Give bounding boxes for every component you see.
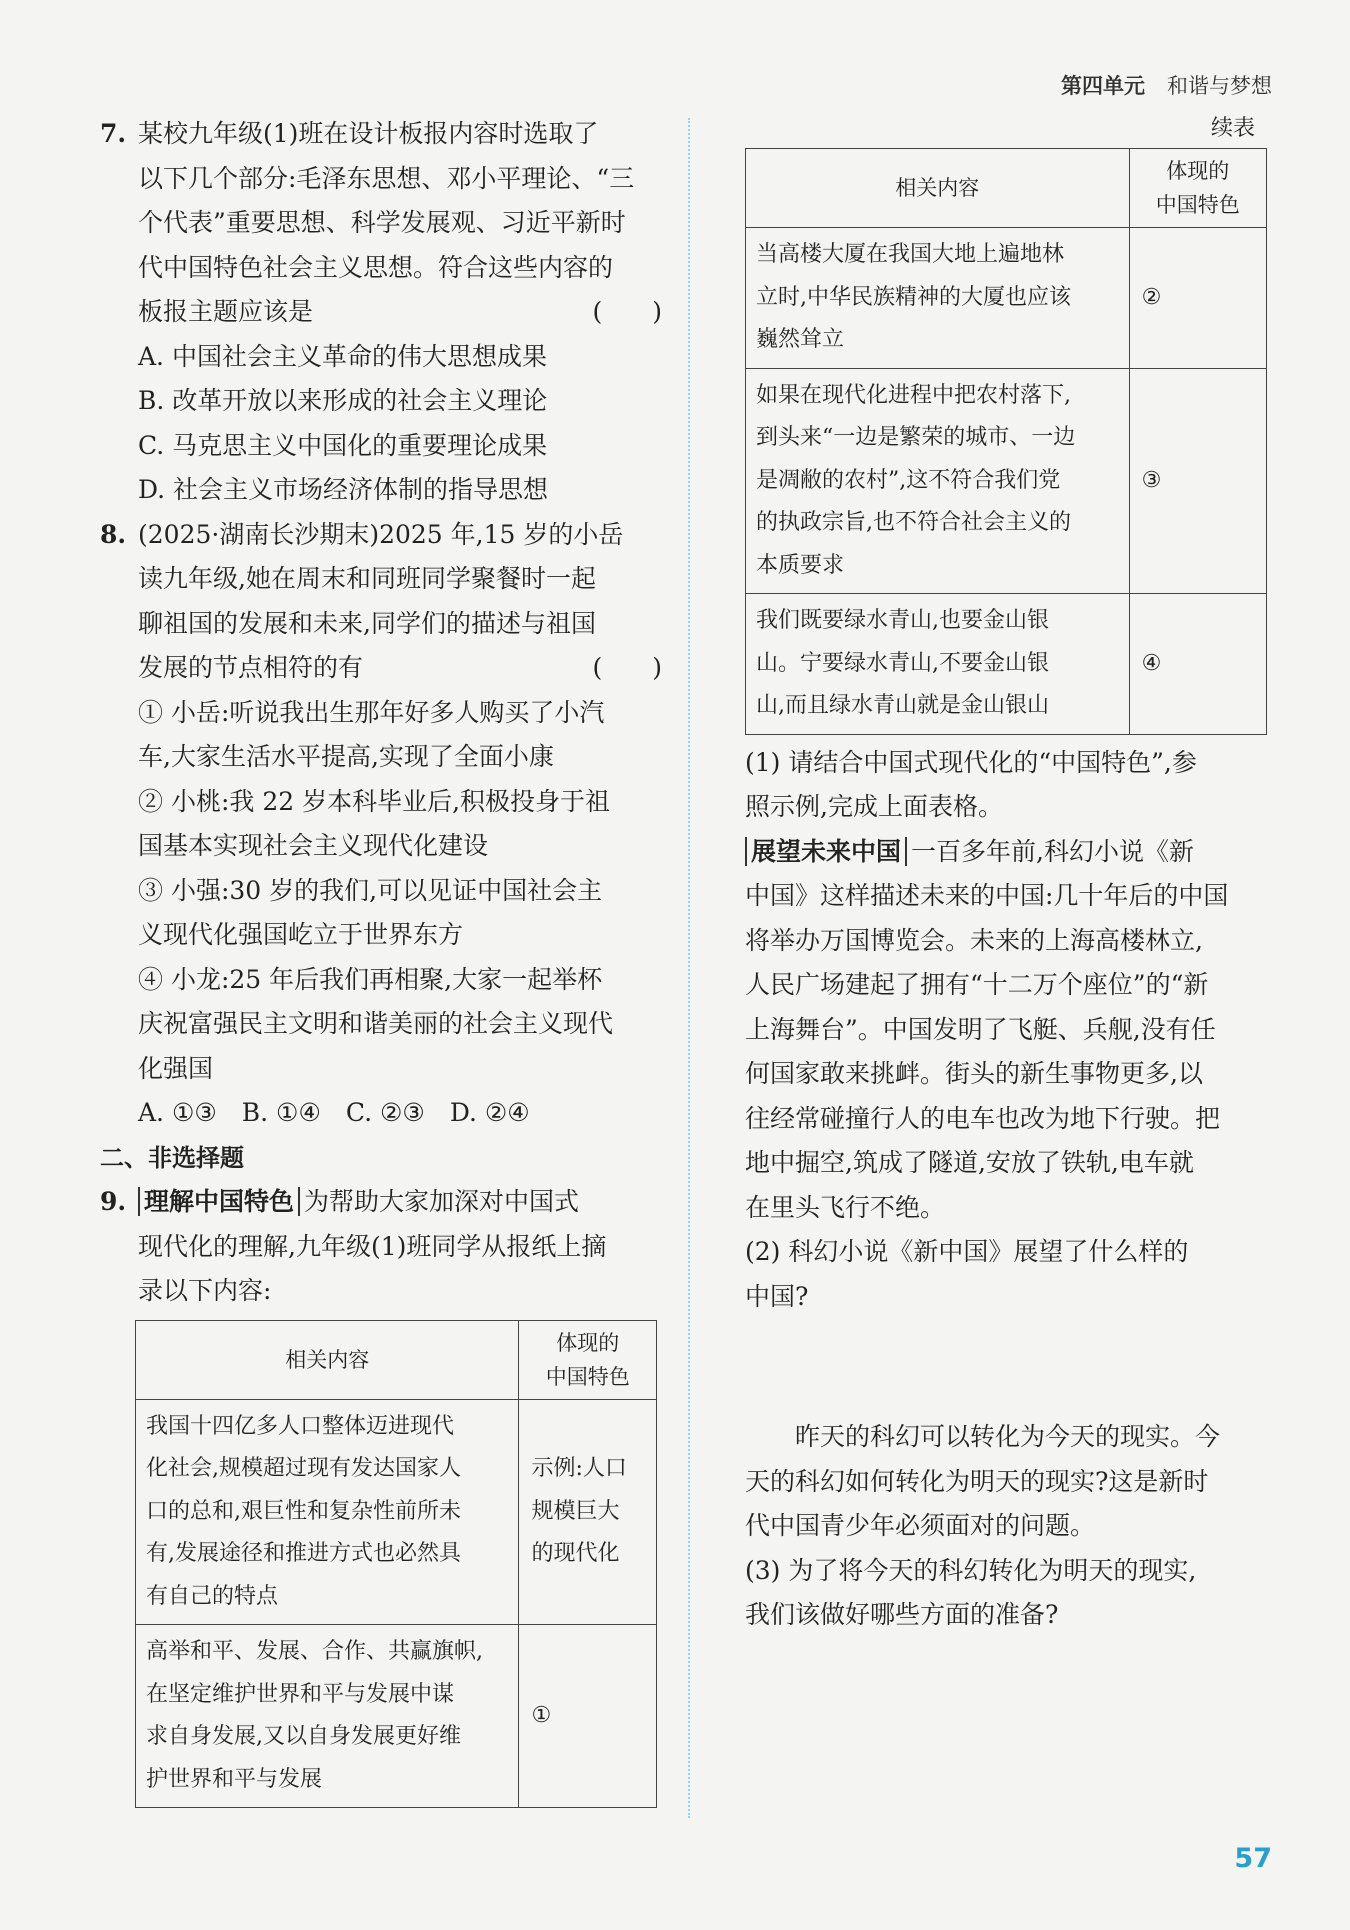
sub-line: (2) 科幻小说《新中国》展望了什么样的	[745, 1237, 1189, 1266]
row-feature	[519, 1399, 657, 1625]
sub-line: 中国?	[745, 1281, 809, 1311]
cell-line: 是凋敝的农村”,这不符合我们党	[756, 467, 1061, 493]
answer-blank-4[interactable]	[1129, 594, 1266, 735]
cell-line: 在坚定维护世界和平与发展中谋	[146, 1681, 455, 1707]
statement-line: 车,大家生活水平提高,实现了全面小康	[138, 742, 554, 771]
passage-line: 昨天的科幻可以转化为今天的现实。今	[745, 1422, 1221, 1451]
stem-line: 读九年级,她在周末和同班同学聚餐时一起	[138, 564, 596, 593]
blank-marker: ①	[531, 1702, 552, 1728]
left-column	[100, 112, 662, 1808]
statement-line: ① 小岳:听说我出生那年好多人购买了小汽	[138, 697, 605, 727]
passage-scifi	[745, 1415, 1265, 1549]
stem-line: (2025·湖南长沙期末)2025 年,15 岁的小岳	[138, 519, 624, 549]
option-d: D. 社会主义市场经济体制的指导思想	[138, 475, 549, 504]
topic-tag: 理解中国特色	[138, 1187, 300, 1216]
passage-line: 中国》这样描述未来的中国:几十年后的中国	[745, 881, 1229, 910]
passage-line: 一百多年前,科幻小说《新	[911, 836, 1194, 866]
cell-line: 我国十四亿多人口整体迈进现代	[146, 1413, 455, 1439]
table-header-row	[136, 1320, 657, 1399]
cell-line: 口的总和,艰巨性和复杂性前所未	[146, 1498, 461, 1524]
header-feature	[519, 1320, 657, 1399]
sub-line: 照示例,完成上面表格。	[745, 792, 1003, 821]
cell-line: 当高楼大厦在我国大地上遍地林	[756, 242, 1065, 267]
question-9	[100, 1180, 662, 1808]
cell-line: 的现代化	[531, 1541, 620, 1566]
answer-bracket[interactable]: ( )	[592, 297, 662, 326]
cell-line: 山。宁要绿水青山,不要金山银	[756, 650, 1049, 676]
cell-line: 规模巨大	[531, 1498, 620, 1524]
feature-table-continued	[745, 148, 1267, 735]
statement-line: ③ 小强:30 岁的我们,可以见证中国社会主	[138, 875, 603, 905]
stem-line: 以下几个部分:毛泽东思想、邓小平理论、“三	[138, 163, 635, 193]
cell-line: 的执政宗旨,也不符合社会主义的	[756, 510, 1071, 535]
header-content: 相关内容	[136, 1320, 519, 1399]
stem-line: 为帮助大家加深对中国式	[304, 1187, 580, 1216]
sub-question-3	[745, 1549, 1265, 1638]
row-content	[746, 594, 1130, 735]
table-header-row	[746, 149, 1267, 228]
cell-line: 化社会,规模超过现有发达国家人	[146, 1456, 461, 1481]
table-row	[136, 1399, 657, 1625]
cell-line: 到头来“一边是繁荣的城市、一边	[756, 425, 1076, 450]
header-feature	[1129, 149, 1266, 228]
feature-table	[135, 1320, 657, 1809]
passage-line: 地中掘空,筑成了隧道,安放了铁轨,电车就	[745, 1148, 1194, 1177]
passage-line: 代中国青少年必须面对的问题。	[745, 1511, 1096, 1540]
unit-label: 第四单元	[1061, 74, 1145, 98]
stem-line: 聊祖国的发展和未来,同学们的描述与祖国	[138, 608, 596, 638]
continued-label: 续表	[1210, 116, 1255, 141]
header-feature-line: 体现的	[556, 1330, 620, 1355]
header-feature-line: 体现的	[1166, 159, 1230, 183]
stem-line: 代中国特色社会主义思想。符合这些内容的	[138, 252, 614, 282]
statement-line: 国基本实现社会主义现代化建设	[138, 831, 489, 860]
cell-line: 求自身发展,又以自身发展更好维	[146, 1724, 461, 1749]
option-b: B. 改革开放以来形成的社会主义理论	[138, 386, 548, 415]
page-number: 57	[1234, 1843, 1272, 1874]
column-divider	[688, 118, 690, 1818]
sub-line: 我们该做好哪些方面的准备?	[745, 1600, 1059, 1629]
table-row	[746, 228, 1267, 369]
answer-blank-3[interactable]	[1129, 368, 1266, 594]
header-content: 相关内容	[746, 149, 1130, 228]
table-row	[746, 594, 1267, 735]
cell-line: 示例:人口	[531, 1456, 627, 1481]
row-content	[136, 1399, 519, 1625]
section-heading: 二、非选择题	[100, 1143, 244, 1172]
question-number: 8.	[100, 519, 127, 549]
topic-tag: 展望未来中国	[745, 837, 907, 866]
passage-line: 上海舞台”。中国发明了飞艇、兵舰,没有任	[745, 1014, 1216, 1044]
row-content	[746, 228, 1130, 369]
header-feature-line: 中国特色	[1155, 193, 1240, 217]
blank-marker: ③	[1141, 467, 1162, 493]
right-column	[745, 112, 1265, 1638]
passage-line: 天的科幻如何转化为明天的现实?这是新时	[745, 1466, 1209, 1496]
question-7	[100, 112, 662, 513]
stem-line: 板报主题应该是	[138, 297, 314, 326]
table-row	[746, 368, 1267, 594]
stem-line: 某校九年级(1)班在设计板报内容时选取了	[138, 119, 599, 148]
cell-line: 立时,中华民族精神的大厦也应该	[756, 284, 1071, 310]
cell-line: 如果在现代化进程中把农村落下,	[756, 382, 1071, 408]
sub-question-1	[745, 741, 1265, 830]
header-feature-line: 中国特色	[545, 1364, 630, 1389]
passage-line: 往经常碰撞行人的电车也改为地下行驶。把	[745, 1103, 1221, 1133]
passage-line: 在里头飞行不绝。	[745, 1192, 946, 1222]
sub-question-2	[745, 1230, 1265, 1319]
blank-marker: ②	[1141, 284, 1162, 310]
answer-blank-1[interactable]	[519, 1625, 657, 1808]
stem-line: 个代表”重要思想、科学发展观、习近平新时	[138, 208, 626, 237]
statement-line: 庆祝富强民主文明和谐美丽的社会主义现代	[138, 1009, 614, 1038]
table-row	[136, 1625, 657, 1808]
passage-line: 何国家敢来挑衅。街头的新生事物更多,以	[745, 1059, 1203, 1088]
options-line: A. ①③ B. ①④ C. ②③ D. ②④	[138, 1098, 530, 1127]
option-c: C. 马克思主义中国化的重要理论成果	[138, 430, 548, 460]
cell-line: 有自己的特点	[146, 1583, 279, 1609]
passage-future-china	[745, 830, 1265, 1231]
statement-line: 化强国	[138, 1053, 214, 1083]
cell-line: 本质要求	[756, 552, 845, 578]
stem-line: 录以下内容:	[138, 1276, 272, 1305]
statement-line: 义现代化强国屹立于世界东方	[138, 920, 464, 949]
passage-line: 人民广场建起了拥有“十二万个座位”的“新	[745, 970, 1209, 999]
row-content	[746, 368, 1130, 594]
unit-title: 和谐与梦想	[1167, 74, 1272, 98]
sub-line: (1) 请结合中国式现代化的“中国特色”,参	[745, 747, 1197, 777]
cell-line: 巍然耸立	[756, 327, 845, 352]
answer-blank-2[interactable]	[1129, 228, 1266, 369]
blank-marker: ④	[1141, 650, 1162, 676]
question-number: 7.	[100, 119, 127, 148]
option-a: A. 中国社会主义革命的伟大思想成果	[138, 341, 547, 371]
cell-line: 我们既要绿水青山,也要金山银	[756, 608, 1049, 633]
cell-line: 高举和平、发展、合作、共赢旗帜,	[146, 1639, 483, 1664]
question-8	[100, 513, 662, 1136]
stem-line: 发展的节点相符的有	[138, 653, 364, 682]
statement-line: ④ 小龙:25 年后我们再相聚,大家一起举杯	[138, 964, 603, 994]
sub-line: (3) 为了将今天的科幻转化为明天的现实,	[745, 1555, 1197, 1585]
row-content	[136, 1625, 519, 1808]
answer-space-2[interactable]	[745, 1319, 1265, 1415]
question-number: 9.	[100, 1187, 127, 1216]
cell-line: 有,发展途径和推进方式也必然具	[146, 1541, 461, 1566]
answer-bracket[interactable]: ( )	[592, 653, 662, 682]
cell-line: 护世界和平与发展	[146, 1766, 323, 1792]
passage-line: 将举办万国博览会。未来的上海高楼林立,	[745, 925, 1203, 955]
page-header	[1061, 70, 1272, 100]
statement-line: ② 小桃:我 22 岁本科毕业后,积极投身于祖	[138, 786, 611, 816]
cell-line: 山,而且绿水青山就是金山银山	[756, 693, 1049, 718]
stem-line: 现代化的理解,九年级(1)班同学从报纸上摘	[138, 1231, 607, 1261]
